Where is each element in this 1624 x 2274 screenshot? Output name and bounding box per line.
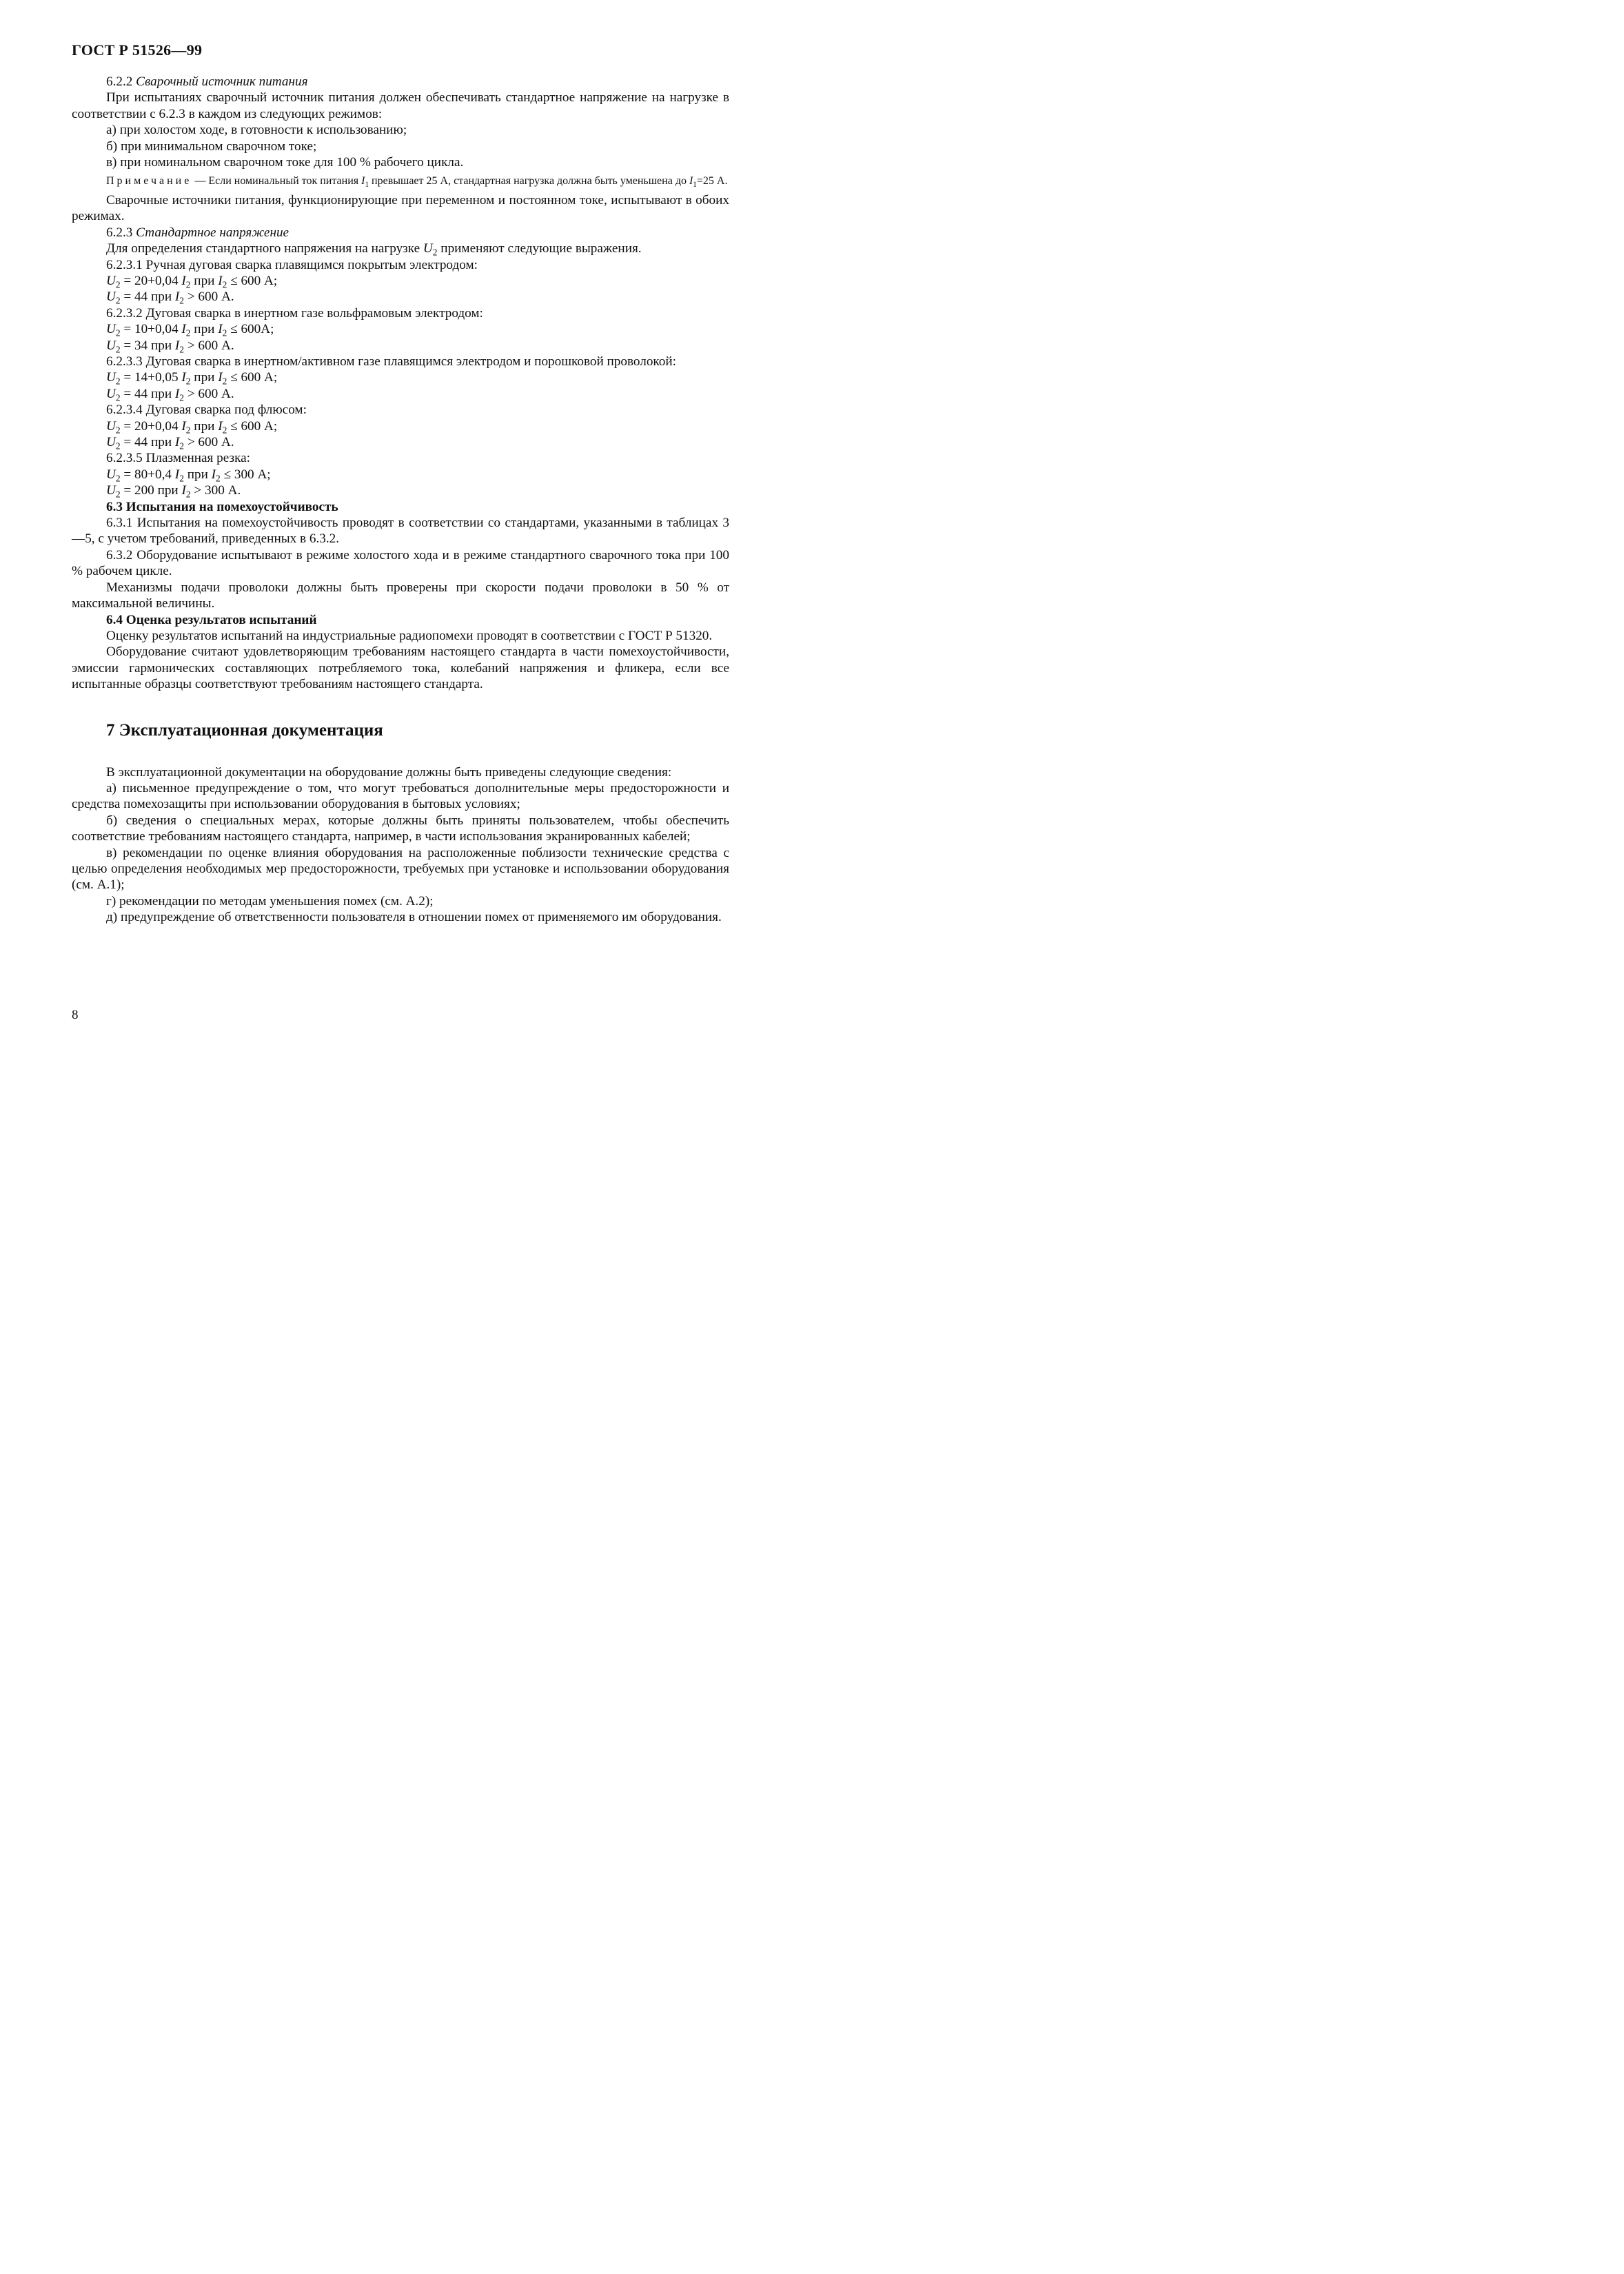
formula: $U_2 = 20+0,04$ $I_2$ при $I_2 \le 600$ А; bbox=[106, 273, 278, 290]
subsection-6-2-3-heading: 6.2.3 Стандартное напряжение bbox=[106, 225, 290, 240]
clause-heading: 6.2.3.5 Плазменная резка: bbox=[106, 451, 250, 466]
paragraph: 6.3.1 Испытания на помехоустойчивость проводят в соответствии со стандартами, указанными в таблицах 3—5, с учетом требований, приведенных в 6.3.2. bbox=[72, 516, 729, 547]
list-item: в) при номинальном сварочном токе для 100 % рабочего цикла. bbox=[106, 155, 464, 170]
clause-heading: 6.2.3.4 Дуговая сварка под флюсом: bbox=[106, 403, 307, 418]
paragraph: Оборудование считают удовлетворяющим требованиям настоящего стандарта в части помехоустойчивости, эмиссии гармонических составляющих потребляемого тока, колебаний напряжения и фликера, если все испытанные образцы соответствуют требованиям настоящего стандарта. bbox=[72, 644, 729, 692]
paragraph: Сварочные источники питания, функционирующие при переменном и постоянном токе, испытывают в обоих режимах. bbox=[72, 192, 729, 224]
list-item: б) сведения о специальных мерах, которые должны быть приняты пользователем, чтобы обеспечить соответствие требованиям настоящего стандарта, например, в части использования экранированных кабелей; bbox=[72, 813, 729, 844]
section-6-3-heading: 6.3 Испытания на помехоустойчивость bbox=[106, 499, 338, 514]
formula: $U_2 = 80+0,4$ $I_2$ при $I_2 \le 300$ А; bbox=[106, 467, 271, 484]
formula: $U_2 = 34$ при $I_2 > 600$ А. bbox=[106, 338, 234, 355]
clause-heading: 6.2.3.3 Дуговая сварка в инертном/активном газе плавящимся электродом и порошковой проволокой: bbox=[106, 354, 676, 369]
list-item: б) при минимальном сварочном токе; bbox=[106, 139, 317, 154]
subsection-6-2-2-heading: 6.2.2 Сварочный источник питания bbox=[106, 74, 308, 89]
section-6-4-heading: 6.4 Оценка результатов испытаний bbox=[106, 612, 317, 627]
formula: $U_2 = 44$ при $I_2 > 600$ А. bbox=[106, 386, 234, 403]
list-item: а) письменное предупреждение о том, что могут требоваться дополнительные меры предосторожности и средства помехозащиты при использовании оборудования в бытовых условиях; bbox=[72, 780, 729, 812]
note: Примечание — Если номинальный ток питания $I_1$ превышает 25 А, стандартная нагрузка должна быть уменьшена до $I_1=25$ А. bbox=[106, 175, 728, 190]
formula: $U_2 = 44$ при $I_2 > 600$ А. bbox=[106, 290, 234, 307]
list-item: г) рекомендации по методам уменьшения помех (см. А.2); bbox=[106, 893, 434, 908]
document-body bbox=[72, 74, 729, 926]
paragraph: При испытаниях сварочный источник питания должен обеспечивать стандартное напряжение на нагрузке в соответствии с 6.2.3 в каждом из следующих режимов: bbox=[72, 90, 729, 121]
document-header: ГОСТ Р 51526—99 bbox=[72, 41, 203, 59]
list-item: а) при холостом ходе, в готовности к использованию; bbox=[106, 123, 407, 138]
paragraph: 6.3.2 Оборудование испытывают в режиме холостого хода и в режиме стандартного сварочного тока при 100 % рабочем цикле. bbox=[72, 547, 729, 579]
document-page bbox=[0, 0, 758, 1062]
page-number: 8 bbox=[72, 1008, 79, 1022]
clause-heading: 6.2.3.1 Ручная дуговая сварка плавящимся покрытым электродом: bbox=[106, 257, 478, 272]
formula: $U_2 = 14+0,05$ $I_2$ при $I_2 \le 600$ А; bbox=[106, 370, 278, 387]
section-7-heading: 7 Эксплуатационная документация bbox=[106, 720, 383, 740]
formula: $U_2 = 10+0,04$ $I_2$ при $I_2 \le 600А$; bbox=[106, 322, 274, 338]
clause-heading: 6.2.3.2 Дуговая сварка в инертном газе вольфрамовым электродом: bbox=[106, 305, 483, 321]
paragraph: Для определения стандартного напряжения на нагрузке $U_2$ применяют следующие выражения. bbox=[106, 241, 642, 258]
paragraph: Оценку результатов испытаний на индустриальные радиопомехи проводят в соответствии с ГОСТ Р 51320. bbox=[106, 628, 713, 643]
list-item: д) предупреждение об ответственности пользователя в отношении помех от применяемого им оборудования. bbox=[106, 910, 722, 925]
formula: $U_2 = 20+0,04$ $I_2$ при $I_2 \le 600$ А; bbox=[106, 418, 278, 436]
formula: $U_2 = 200$ при $I_2 > 300$ А. bbox=[106, 483, 241, 500]
list-item: в) рекомендации по оценке влияния оборудования на расположенные поблизости технические средства с целью определения необходимых мер предосторожности, требуемых при установке и использовании оборудования (см. А.1); bbox=[72, 845, 729, 893]
paragraph: В эксплуатационной документации на оборудование должны быть приведены следующие сведения: bbox=[106, 764, 672, 780]
formula: $U_2 = 44$ при $I_2 > 600$ А. bbox=[106, 435, 234, 451]
paragraph: Механизмы подачи проволоки должны быть проверены при скорости подачи проволоки в 50 % от максимальной величины. bbox=[72, 580, 729, 611]
